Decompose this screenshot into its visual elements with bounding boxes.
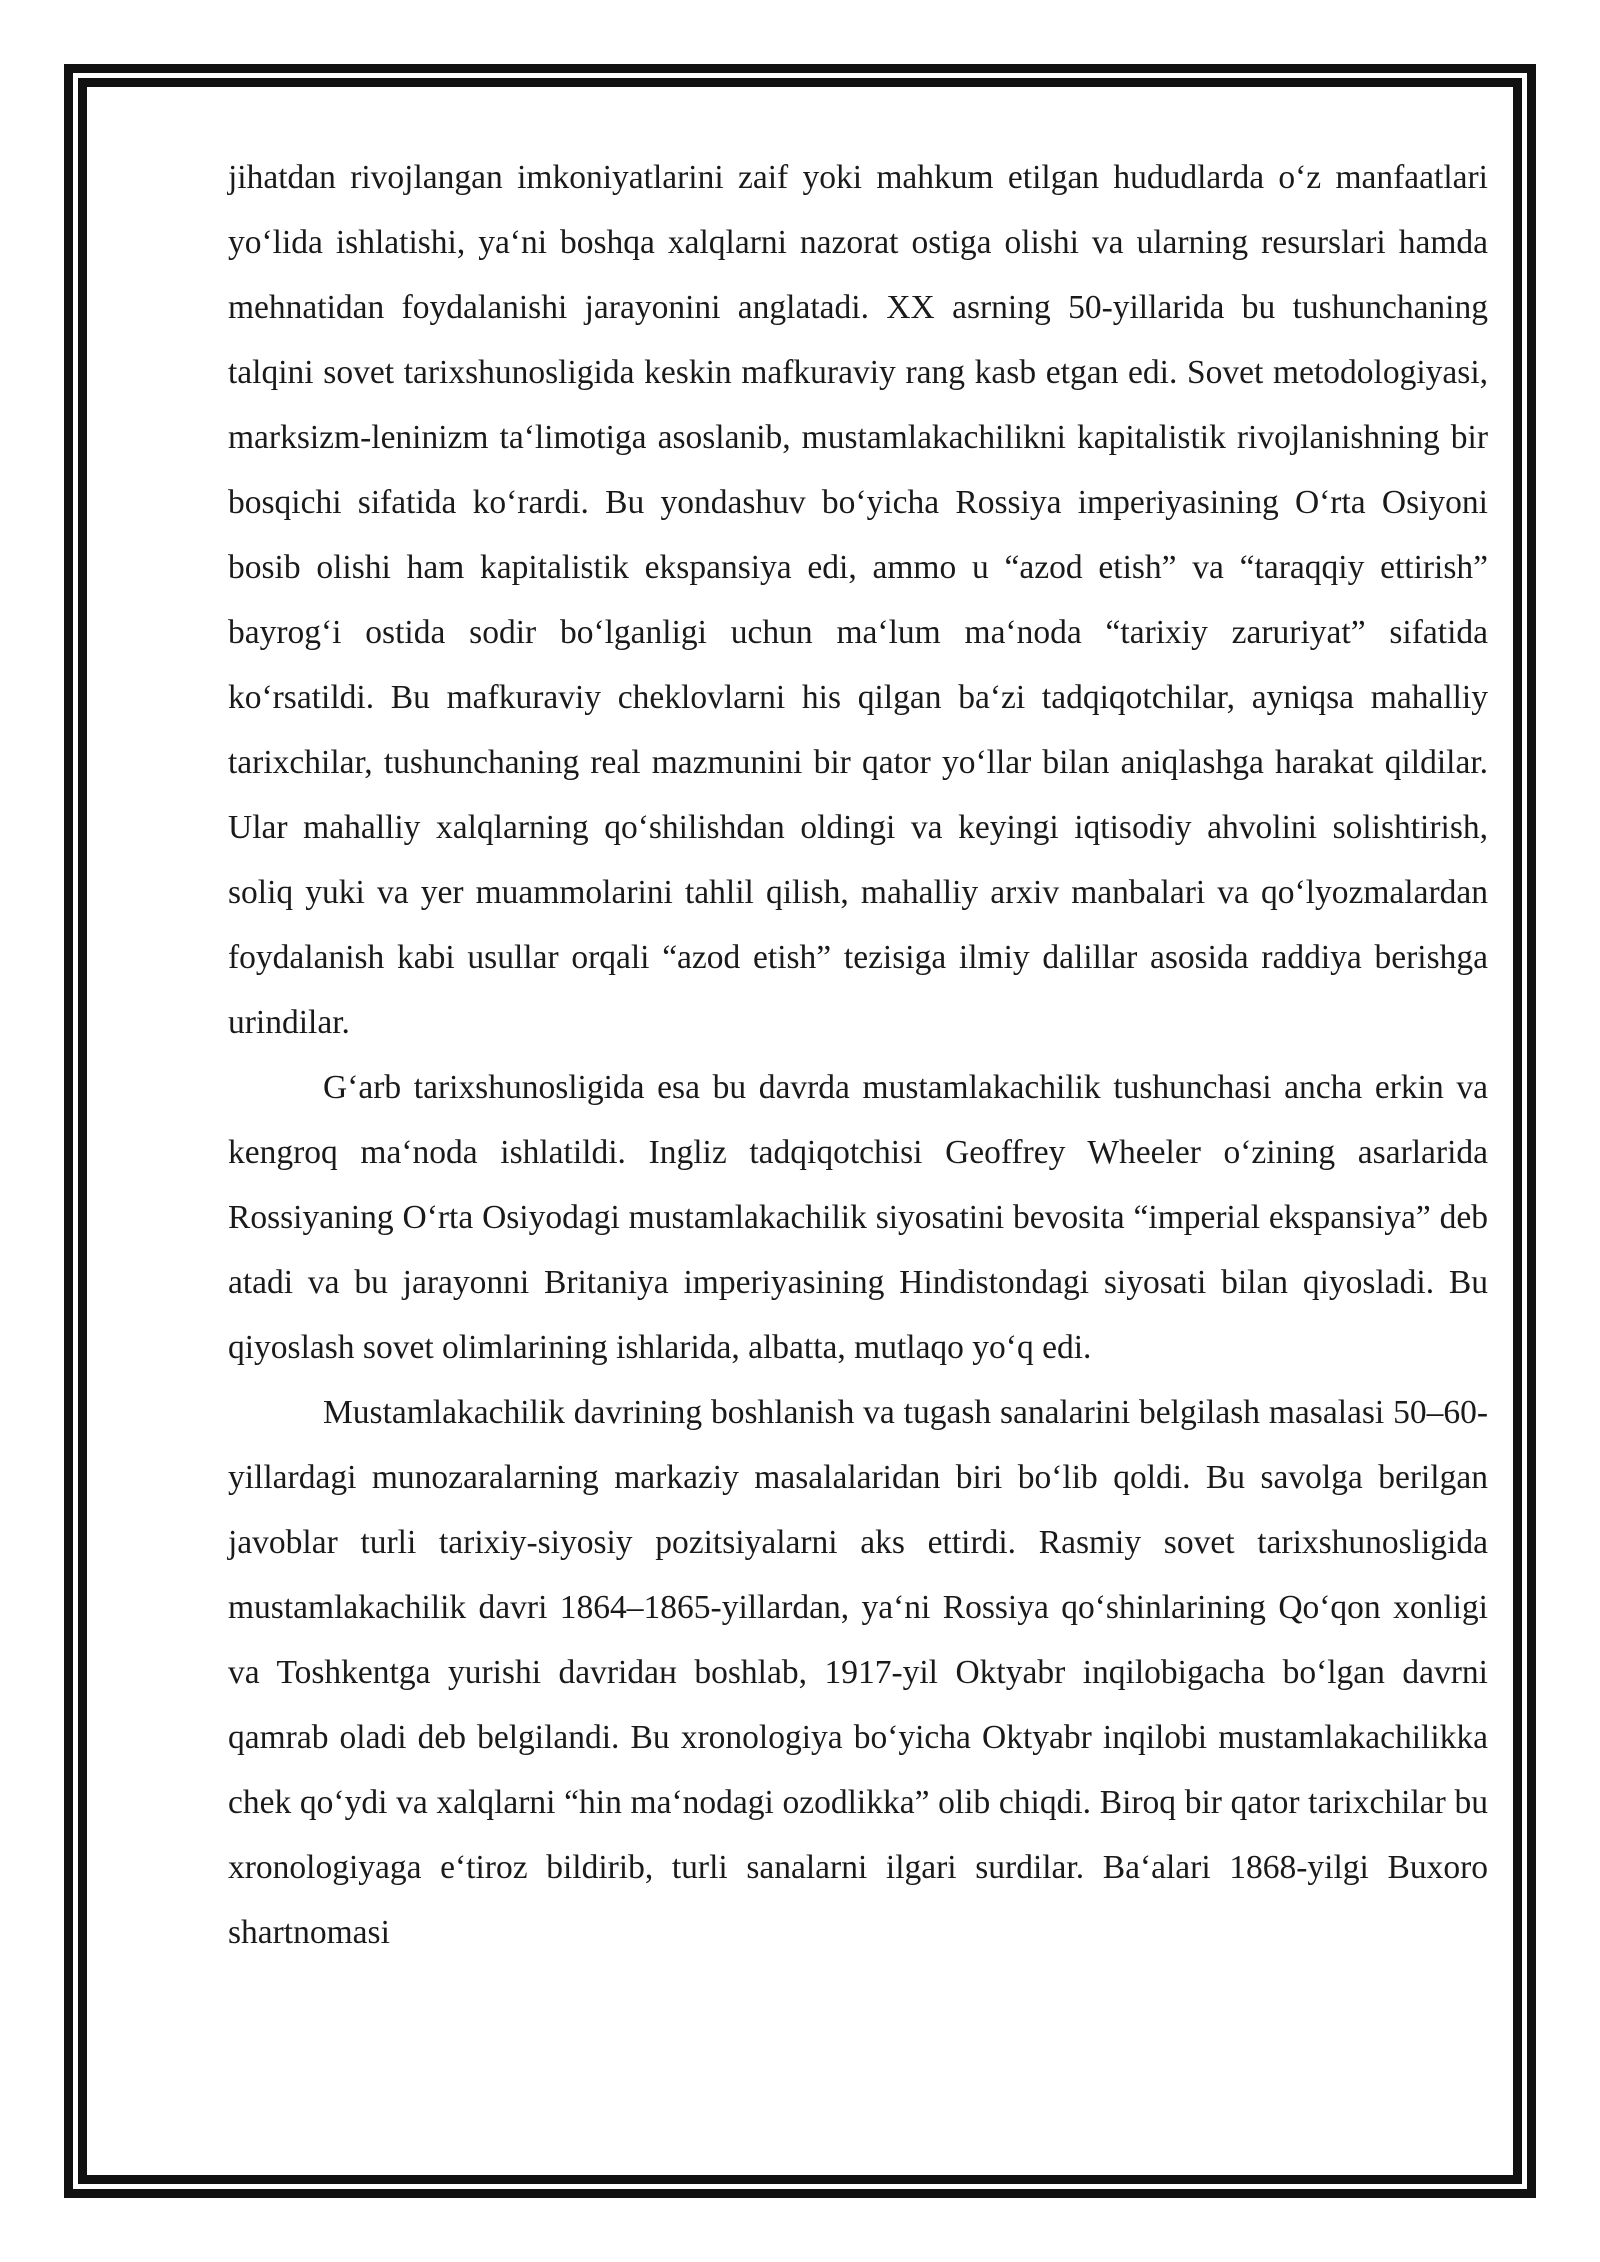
paragraph-2: G‘arb tarixshunosligida esa bu davrda mustamlakachilik tushunchasi ancha erkin va kengroq ma‘noda ishlatildi. Ingliz tadqiqotchisi Geoffrey Wheeler o‘zining asarlarida Rossiyaning O‘rta Osiyodagi mustamlakachilik siyosatini bevosita “imperial ekspansiya” deb atadi va bu jarayonni Britaniya imperiyasining Hindistondagi siyosati bilan qiyosladi. Bu qiyoslash sovet olimlarining ishlarida, albatta, mutlaqo yo‘q edi. — [228, 1069, 1488, 1366]
paragraph-1: jihatdan rivojlangan imkoniyatlarini zaif yoki mahkum etilgan hududlarda o‘z manfaatlari yo‘lida ishlatishi, ya‘ni boshqa xalqlarni nazorat ostiga olishi va ularning resurslari hamda mehnatidan foydalanishi jarayonini anglatadi. XX asrning 50-yillarida bu tushunchaning talqini sovet tarixshunosligida keskin mafkuraviy rang kasb etgan edi. Sovet metodologiyasi, marksizm-leninizm ta‘limotiga asoslanib, mustamlakachilikni kapitalistik rivojlanishning bir bosqichi sifatida ko‘rardi. Bu yondashuv bo‘yicha Rossiya imperiyasining O‘rta Osiyoni bosib olishi ham kapitalistik ekspansiya edi, ammo u “azod etish” va “taraqqiy ettirish” bayrog‘i ostida sodir bo‘lganligi uchun ma‘lum ma‘noda “tarixiy zaruriyat” sifatida ko‘rsatildi. Bu mafkuraviy cheklovlarni his qilgan ba‘zi tadqiqotchilar, ayniqsa mahalliy tarixchilar, tushunchaning real mazmunini bir qator yo‘llar bilan aniqlashga harakat qildilar. Ular mahalliy xalqlarning qo‘shilishdan oldingi va keyingi iqtisodiy ahvolini solishtirish, soliq yuki va yer muammolarini tahlil qilish, mahalliy arxiv manbalari va qo‘lyozmalardan foydalanish kabi usullar orqali “azod etish” tezisiga ilmiy dalillar asosida raddiya berishga urindilar. — [228, 159, 1488, 1041]
paragraph-3: Mustamlakachilik davrining boshlanish va tugash sanalarini belgilash masalasi 50–60-yillardagi munozaralarning markaziy masalalaridan biri bo‘lib qoldi. Bu savolga berilgan javoblar turli tarixiy-siyosiy pozitsiyalarni aks ettirdi. Rasmiy sovet tarixshunosligida mustamlakachilik davri 1864–1865-yillardan, ya‘ni Rossiya qo‘shinlarining Qo‘qon xonligi va Toshkentga yurishi davridaн boshlab, 1917-yil Oktyabr inqilobigacha bo‘lgan davrni qamrab oladi deb belgilandi. Bu xronologiya bo‘yicha Oktyabr inqilobi mustamlakachilikka chek qo‘ydi va xalqlarni “hin ma‘nodagi ozodlikka” olib chiqdi. Biroq bir qator tarixchilar bu xronologiyaga e‘tiroz bildirib, turli sanalarni ilgari surdilar. Ba‘alari 1868-yilgi Buxoro shartnomasi — [228, 1394, 1488, 1951]
page-body — [228, 145, 1488, 1965]
